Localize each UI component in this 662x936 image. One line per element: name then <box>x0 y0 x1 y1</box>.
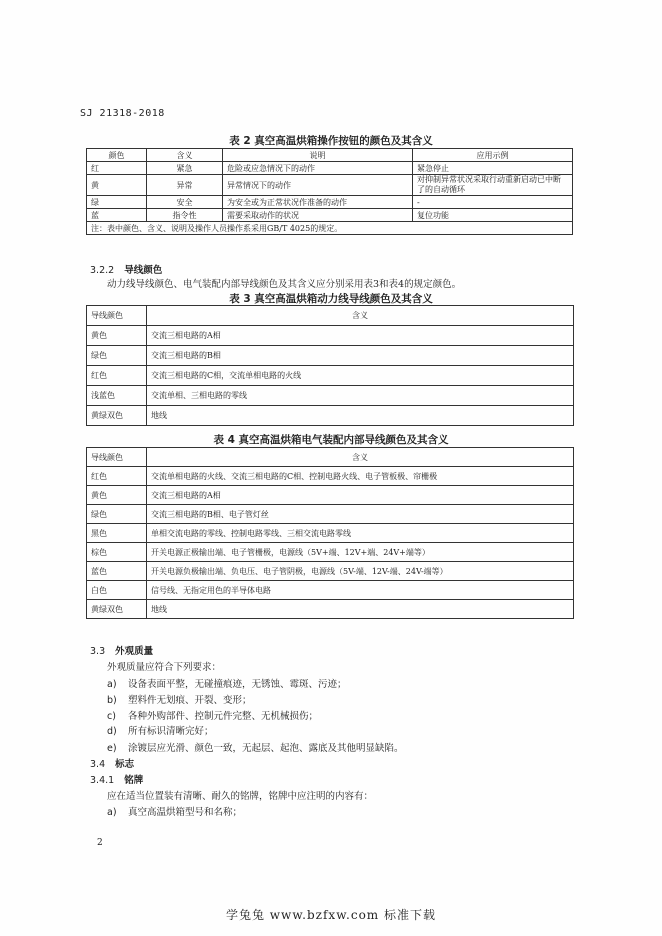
color-cell: 绿 <box>87 196 147 209</box>
list-item <box>107 676 347 690</box>
list-item <box>107 740 404 754</box>
wire-color-cell: 棕色 <box>87 543 147 562</box>
table-row <box>87 581 574 600</box>
table-row <box>87 326 574 346</box>
list-label: d) <box>107 726 117 737</box>
meaning-cell: 开关电源正极输出端、电子管栅极，电源线（5V+端、12V+端、24V+端等） <box>147 543 574 562</box>
table2-header-row <box>87 149 573 162</box>
table-row <box>87 505 574 524</box>
wire-color-cell: 黄绿双色 <box>87 600 147 619</box>
color-cell: 黄 <box>87 175 147 196</box>
table-note-row <box>87 222 573 235</box>
list-item <box>107 692 252 706</box>
meaning-cell: 交流三相电路的B相 <box>147 346 574 366</box>
table2-caption: 表 2 真空高温烘箱操作按钮的颜色及其含义 <box>229 135 433 147</box>
meaning-cell: 紧急 <box>147 162 223 175</box>
table-row <box>87 562 574 581</box>
table-row <box>87 366 574 386</box>
list-label: b) <box>107 695 117 706</box>
table-row <box>87 162 573 175</box>
color-cell: 蓝 <box>87 209 147 222</box>
example-cell: 复位功能 <box>413 209 573 222</box>
table2-header-cell: 应用示例 <box>413 149 573 162</box>
table2-header-cell: 说明 <box>223 149 413 162</box>
wire-color-cell: 蓝色 <box>87 562 147 581</box>
wire-color-cell: 黑色 <box>87 524 147 543</box>
table3-caption: 表 3 真空高温烘箱动力线导线颜色及其含义 <box>229 293 433 305</box>
list-label: a) <box>107 807 117 818</box>
section-3-2-2-heading <box>90 262 162 276</box>
meaning-cell: 信号线、无指定用色的半导体电路 <box>147 581 574 600</box>
list-text: 设备表面平整，无碰撞痕迹，无锈蚀、霉斑、污迹； <box>128 679 347 690</box>
table4-header-cell: 导线颜色 <box>87 448 147 467</box>
section-3-4-1-body: 应在适当位置装有清晰、耐久的铭牌，铭牌中应注明的内容有： <box>107 791 374 802</box>
meaning-cell: 交流三相电路的A相 <box>147 486 574 505</box>
meaning-cell: 交流三相电路的C相，交流单相电路的火线 <box>147 366 574 386</box>
wire-color-cell: 黄绿双色 <box>87 406 147 426</box>
section-title: 标志 <box>115 759 135 770</box>
section-title: 铭牌 <box>124 775 144 786</box>
list-item <box>107 708 318 722</box>
wire-color-cell: 绿色 <box>87 505 147 524</box>
table-row <box>87 175 573 196</box>
list-item <box>107 804 242 818</box>
table3-header-cell: 导线颜色 <box>87 306 147 326</box>
table-row <box>87 543 574 562</box>
section-title: 外观质量 <box>115 646 154 657</box>
example-cell: - <box>413 196 573 209</box>
example-cell: 对抑制异常状况采取行动重新启动已中断了的自动循环 <box>413 175 573 196</box>
section-title: 导线颜色 <box>124 265 163 276</box>
wire-color-cell: 黄色 <box>87 326 147 346</box>
meaning-cell: 指令性 <box>147 209 223 222</box>
section-3-3-intro: 外观质量应符合下列要求： <box>107 662 222 673</box>
table-row <box>87 196 573 209</box>
list-text: 塑料件无划痕、开裂、变形； <box>128 695 252 706</box>
list-label: a) <box>107 679 117 690</box>
table3-header-cell: 含义 <box>147 306 574 326</box>
color-cell: 红 <box>87 162 147 175</box>
list-text: 真空高温烘箱型号和名称； <box>128 807 243 818</box>
table4 <box>86 447 574 619</box>
wire-color-cell: 红色 <box>87 467 147 486</box>
table2 <box>86 148 573 235</box>
description-cell: 危险或应急情况下的动作 <box>223 162 413 175</box>
section-number: 3.4 <box>90 759 106 770</box>
table2-note: 注：表中颜色、含义、说明及操作人员操作系采用GB/T 4025的规定。 <box>87 222 573 235</box>
standard-number: SJ 21318-2018 <box>80 108 165 119</box>
meaning-cell: 地线 <box>147 406 574 426</box>
table-row <box>87 524 574 543</box>
list-text: 各种外购部件、控制元件完整、无机械损伤； <box>128 711 319 722</box>
meaning-cell: 交流三相电路的A相 <box>147 326 574 346</box>
description-cell: 异常情况下的动作 <box>223 175 413 196</box>
table-row <box>87 346 574 366</box>
description-cell: 需要采取动作的状况 <box>223 209 413 222</box>
table2-header-cell: 含义 <box>147 149 223 162</box>
section-number: 3.4.1 <box>90 775 115 786</box>
table-row <box>87 406 574 426</box>
example-cell: 紧急停止 <box>413 162 573 175</box>
wire-color-cell: 绿色 <box>87 346 147 366</box>
section-3-3-heading <box>90 643 153 657</box>
description-cell: 为安全或为正常状况作准备的动作 <box>223 196 413 209</box>
meaning-cell: 异常 <box>147 175 223 196</box>
page-number: 2 <box>97 838 103 848</box>
table-row <box>87 600 574 619</box>
wire-color-cell: 浅蓝色 <box>87 386 147 406</box>
meaning-cell: 开关电源负极输出端、负电压、电子管阴极，电源线（5V-端、12V-端、24V-端等） <box>147 562 574 581</box>
section-3-2-2-body: 动力线导线颜色、电气装配内部导线颜色及其含义应分别采用表3和表4的规定颜色。 <box>107 279 462 290</box>
section-3-4-1-heading <box>90 772 143 786</box>
meaning-cell: 交流单相、三相电路的零线 <box>147 386 574 406</box>
table4-caption: 表 4 真空高温烘箱电气装配内部导线颜色及其含义 <box>213 434 449 446</box>
list-text: 所有标识清晰完好； <box>128 726 214 737</box>
footer-watermark: 学兔兔 www.bzfxw.com 标准下载 <box>225 908 437 922</box>
table-row <box>87 386 574 406</box>
table-row <box>87 467 574 486</box>
table2-header-cell: 颜色 <box>87 149 147 162</box>
section-number: 3.2.2 <box>90 265 115 276</box>
table-row <box>87 209 573 222</box>
meaning-cell: 交流单相电路的火线、交流三相电路的C相、控制电路火线、电子管板极、帘栅极 <box>147 467 574 486</box>
meaning-cell: 安全 <box>147 196 223 209</box>
wire-color-cell: 红色 <box>87 366 147 386</box>
table3 <box>86 305 574 426</box>
table4-header-row <box>87 448 574 467</box>
meaning-cell: 地线 <box>147 600 574 619</box>
list-item <box>107 723 214 737</box>
wire-color-cell: 白色 <box>87 581 147 600</box>
meaning-cell: 交流三相电路的B相、电子管灯丝 <box>147 505 574 524</box>
section-3-4-heading <box>90 756 134 770</box>
wire-color-cell: 黄色 <box>87 486 147 505</box>
table4-header-cell: 含义 <box>147 448 574 467</box>
section-number: 3.3 <box>90 646 106 657</box>
list-text: 涂镀层应光滑、颜色一致，无起层、起泡、露底及其他明显缺陷。 <box>128 743 404 754</box>
meaning-cell: 单相交流电路的零线、控制电路零线、三相交流电路零线 <box>147 524 574 543</box>
table-row <box>87 486 574 505</box>
table3-header-row <box>87 306 574 326</box>
list-label: e) <box>107 743 117 754</box>
list-label: c) <box>107 711 116 722</box>
